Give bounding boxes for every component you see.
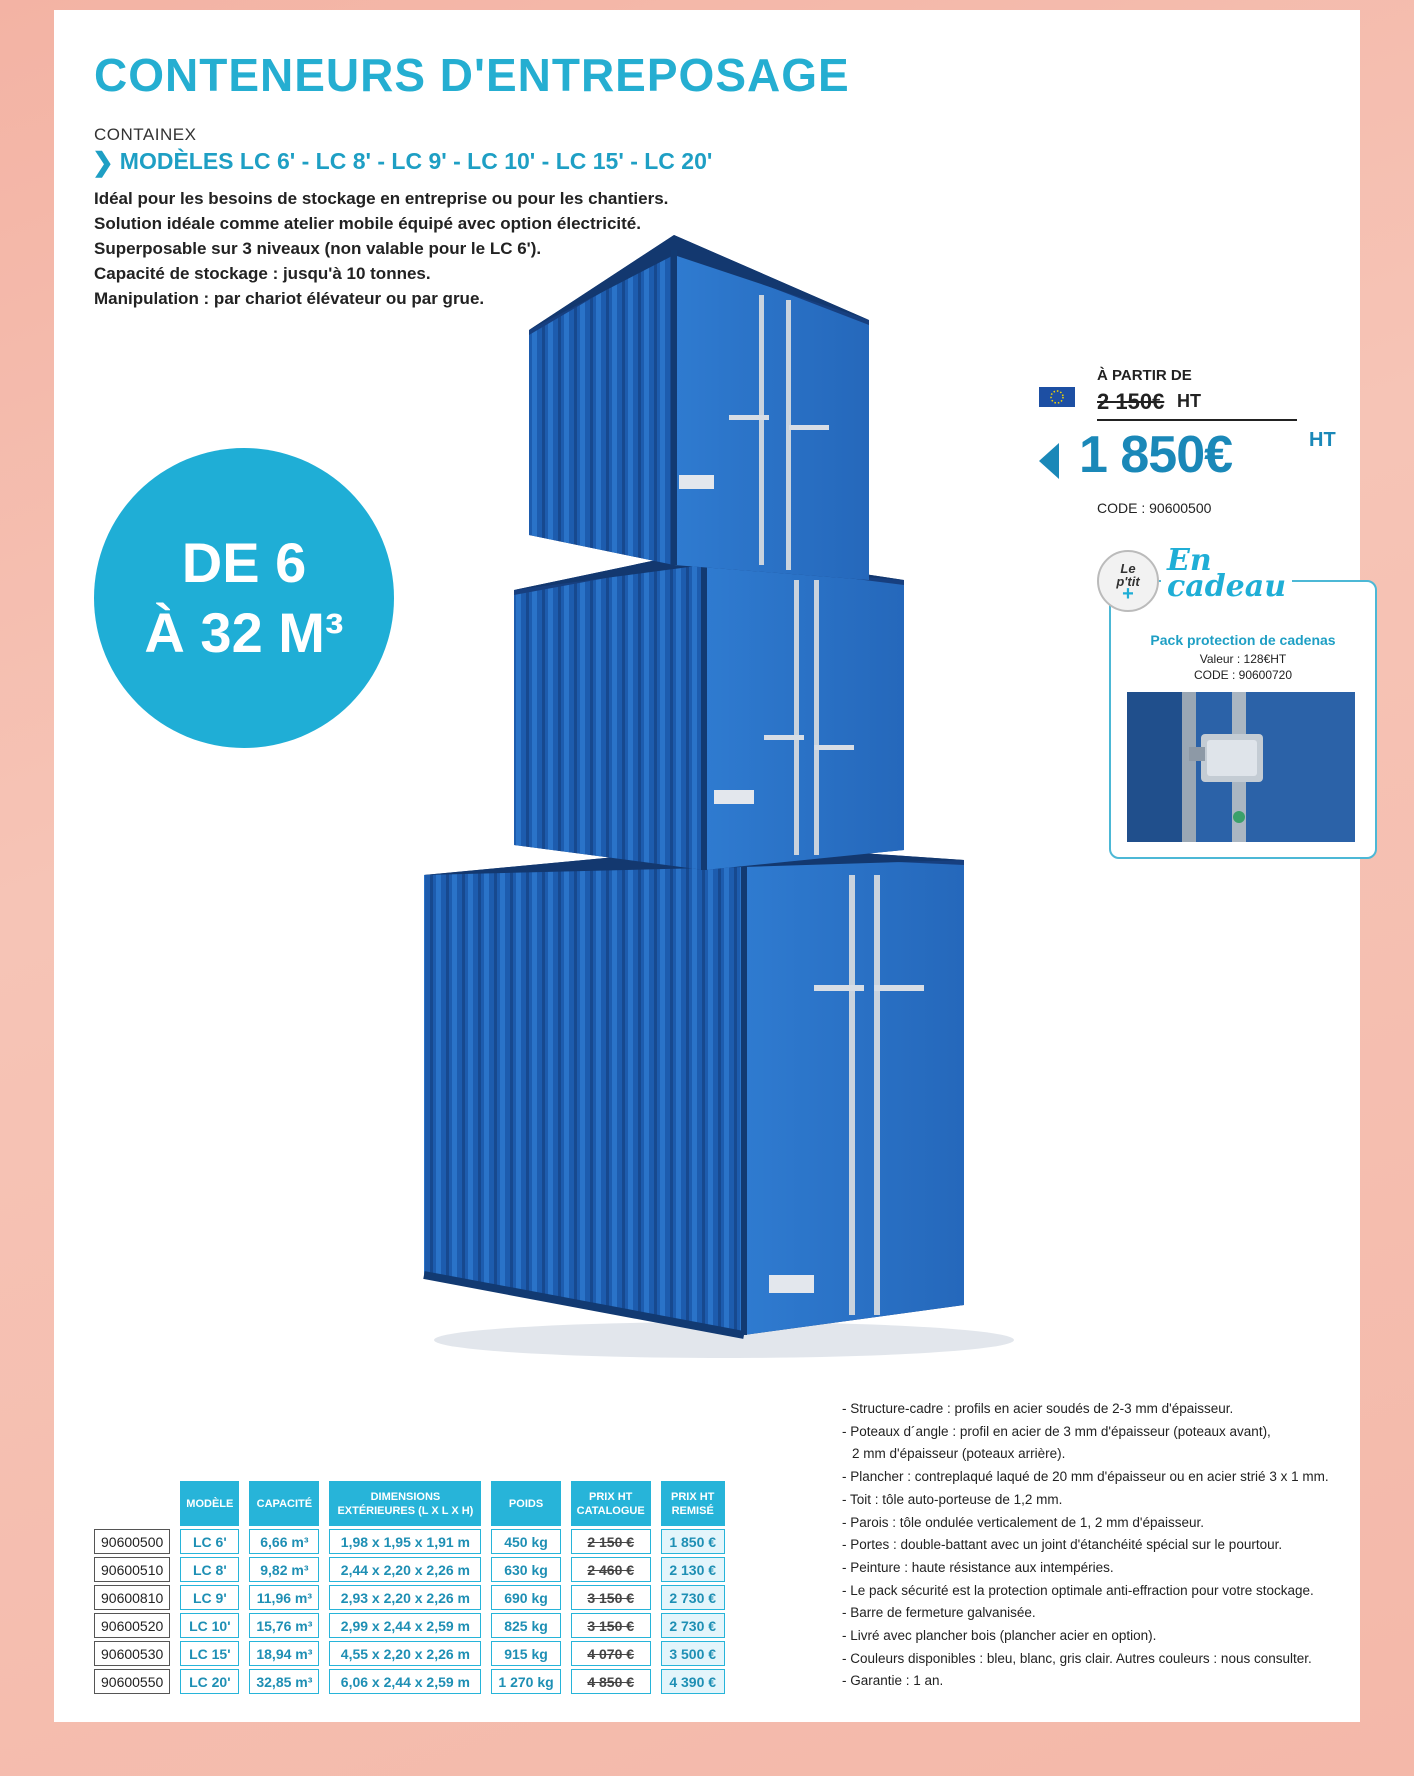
brand-name: CONTAINEX (94, 125, 197, 144)
new-price: 1 850€ (1079, 426, 1233, 484)
description-item: Idéal pour les besoins de stockage en entreprise ou pour les chantiers. (94, 189, 669, 208)
cell-code: 90600530 (94, 1641, 170, 1666)
header-model: MODÈLE (180, 1481, 239, 1526)
cell-code: 90600810 (94, 1585, 170, 1610)
cell-weight: 1 270 kg (491, 1669, 560, 1694)
cell-model: LC 6' (180, 1529, 239, 1554)
cell-capacity: 32,85 m³ (249, 1669, 319, 1694)
cell-model: LC 9' (180, 1585, 239, 1610)
models-text: MODÈLES LC 6' - LC 8' - LC 9' - LC 10' - LC 15' - LC 20' (119, 148, 713, 174)
cell-dimensions: 1,98 x 1,95 x 1,91 m (329, 1529, 481, 1554)
cell-code: 90600520 (94, 1613, 170, 1638)
feature-item: - Peinture : haute résistance aux intempéries. (842, 1559, 1114, 1575)
feature-item: - Le pack sécurité est la protection optimale anti-effraction pour votre stockage. (842, 1582, 1314, 1598)
capacity-badge (94, 448, 394, 748)
table-header-row (94, 1481, 725, 1526)
cell-discount-price: 2 730 € (661, 1585, 725, 1610)
gift-value: Valeur : 128€HT (1199, 652, 1287, 666)
feature-item: - Barre de fermeture galvanisée. (842, 1605, 1036, 1621)
gift-name: Pack protection de cadenas (1150, 632, 1336, 648)
models-line (92, 148, 712, 175)
padlock-photo (1127, 692, 1355, 842)
cell-weight: 450 kg (491, 1529, 560, 1554)
stacked-containers-image (404, 235, 1024, 1365)
cell-catalogue-price: 4 070 € (571, 1641, 651, 1666)
cell-discount-price: 4 390 € (661, 1669, 725, 1694)
cell-capacity: 18,94 m³ (249, 1641, 319, 1666)
table-row (94, 1557, 725, 1582)
arrow-left-icon (1039, 443, 1059, 479)
header-dimensions: DIMENSIONS EXTÉRIEURES (L X L X H) (329, 1481, 481, 1526)
table-row (94, 1613, 725, 1638)
new-price-suffix: HT (1309, 429, 1336, 451)
cell-model: LC 15' (180, 1641, 239, 1666)
feature-item: - Poteaux d´angle : profil en acier de 3 mm d'épaisseur (poteaux avant), (842, 1423, 1271, 1439)
petit-line2: p'tit (1116, 573, 1140, 589)
cell-model: LC 8' (180, 1557, 239, 1582)
feature-item: - Portes : double-battant avec un joint d'étanchéité spécial sur le pourtour. (842, 1537, 1283, 1553)
product-code: CODE : 90600500 (1097, 500, 1212, 516)
cell-dimensions: 2,93 x 2,20 x 2,26 m (329, 1585, 481, 1610)
feature-item: - Structure-cadre : profils en acier soudés de 2-3 mm d'épaisseur. (842, 1401, 1234, 1416)
header-discount-price: PRIX HT REMISÉ (661, 1481, 725, 1526)
table-row (94, 1529, 725, 1554)
cell-catalogue-price: 3 150 € (571, 1585, 651, 1610)
cell-catalogue-price: 4 850 € (571, 1669, 651, 1694)
cell-model: LC 10' (180, 1613, 239, 1638)
price-block (1039, 355, 1339, 525)
header-empty (94, 1481, 170, 1526)
table-row (94, 1585, 725, 1610)
from-label: À PARTIR DE (1097, 367, 1192, 384)
header-capacity: CAPACITÉ (249, 1481, 319, 1526)
spec-table-wrap (84, 1478, 735, 1697)
old-price-suffix: HT (1177, 391, 1201, 411)
cell-code: 90600500 (94, 1529, 170, 1554)
cell-dimensions: 2,99 x 2,44 x 2,59 m (329, 1613, 481, 1638)
cell-discount-price: 2 130 € (661, 1557, 725, 1582)
cell-capacity: 9,82 m³ (249, 1557, 319, 1582)
cell-code: 90600550 (94, 1669, 170, 1694)
header-catalogue-price: PRIX HT CATALOGUE (571, 1481, 651, 1526)
cell-discount-price: 3 500 € (661, 1641, 725, 1666)
page-title: CONTENEURS D'ENTREPOSAGE (94, 49, 850, 101)
cell-model: LC 20' (180, 1669, 239, 1694)
feature-item: - Garantie : 1 an. (842, 1673, 944, 1689)
old-price: 2 150€ (1097, 389, 1165, 414)
table-row (94, 1641, 725, 1666)
cell-discount-price: 1 850 € (661, 1529, 725, 1554)
petit-plus-logo (1097, 550, 1159, 612)
eu-flag-icon (1039, 383, 1075, 413)
catalog-page (54, 10, 1360, 1722)
cell-discount-price: 2 730 € (661, 1613, 725, 1638)
cell-weight: 690 kg (491, 1585, 560, 1610)
cell-capacity: 6,66 m³ (249, 1529, 319, 1554)
cell-dimensions: 4,55 x 2,20 x 2,26 m (329, 1641, 481, 1666)
cell-weight: 825 kg (491, 1613, 560, 1638)
feature-item: - Plancher : contreplaqué laqué de 20 mm d'épaisseur ou en acier strié 3 x 1 mm. (842, 1469, 1329, 1485)
chevron-right-icon: ❯ (92, 146, 114, 177)
description-item: Manipulation : par chariot élévateur ou par grue. (94, 289, 485, 308)
cell-dimensions: 6,06 x 2,44 x 2,59 m (329, 1669, 481, 1694)
gift-code: CODE : 90600720 (1193, 668, 1293, 682)
gift-box (1109, 543, 1377, 859)
cell-dimensions: 2,44 x 2,20 x 2,26 m (329, 1557, 481, 1582)
description-item: Superposable sur 3 niveaux (non valable pour le LC 6'). (94, 239, 542, 258)
petit-line1: Le (1120, 560, 1136, 576)
plus-icon: + (1122, 582, 1134, 605)
table-row (94, 1669, 725, 1694)
cell-weight: 915 kg (491, 1641, 560, 1666)
gift-title-line2: cadeau (1167, 569, 1287, 604)
feature-item: - Livré avec plancher bois (plancher acier en option). (842, 1628, 1157, 1644)
badge-line2: À 32 M³ (144, 601, 344, 664)
cell-capacity: 11,96 m³ (249, 1585, 319, 1610)
feature-item: - Parois : tôle ondulée verticalement de 1, 2 mm d'épaisseur. (842, 1514, 1205, 1530)
cell-catalogue-price: 2 150 € (571, 1529, 651, 1554)
cell-catalogue-price: 3 150 € (571, 1613, 651, 1638)
gift-title-line1: En (1167, 543, 1212, 578)
cell-weight: 630 kg (491, 1557, 560, 1582)
cell-code: 90600510 (94, 1557, 170, 1582)
features-list (842, 1398, 1362, 1693)
description-item: Capacité de stockage : jusqu'à 10 tonnes. (94, 264, 431, 283)
cell-capacity: 15,76 m³ (249, 1613, 319, 1638)
feature-item: - Couleurs disponibles : bleu, blanc, gris clair. Autres couleurs : nous consulter. (842, 1650, 1312, 1666)
header-weight: POIDS (491, 1481, 560, 1526)
description-item: Solution idéale comme atelier mobile équipé avec option électricité. (94, 214, 641, 233)
spec-table (84, 1478, 735, 1697)
price-divider (1097, 419, 1297, 421)
badge-line1: DE 6 (181, 531, 307, 594)
cell-catalogue-price: 2 460 € (571, 1557, 651, 1582)
feature-item: 2 mm d'épaisseur (poteaux arrière). (852, 1446, 1066, 1462)
feature-item: - Toit : tôle auto-porteuse de 1,2 mm. (842, 1491, 1063, 1507)
gift-title (1161, 543, 1292, 604)
